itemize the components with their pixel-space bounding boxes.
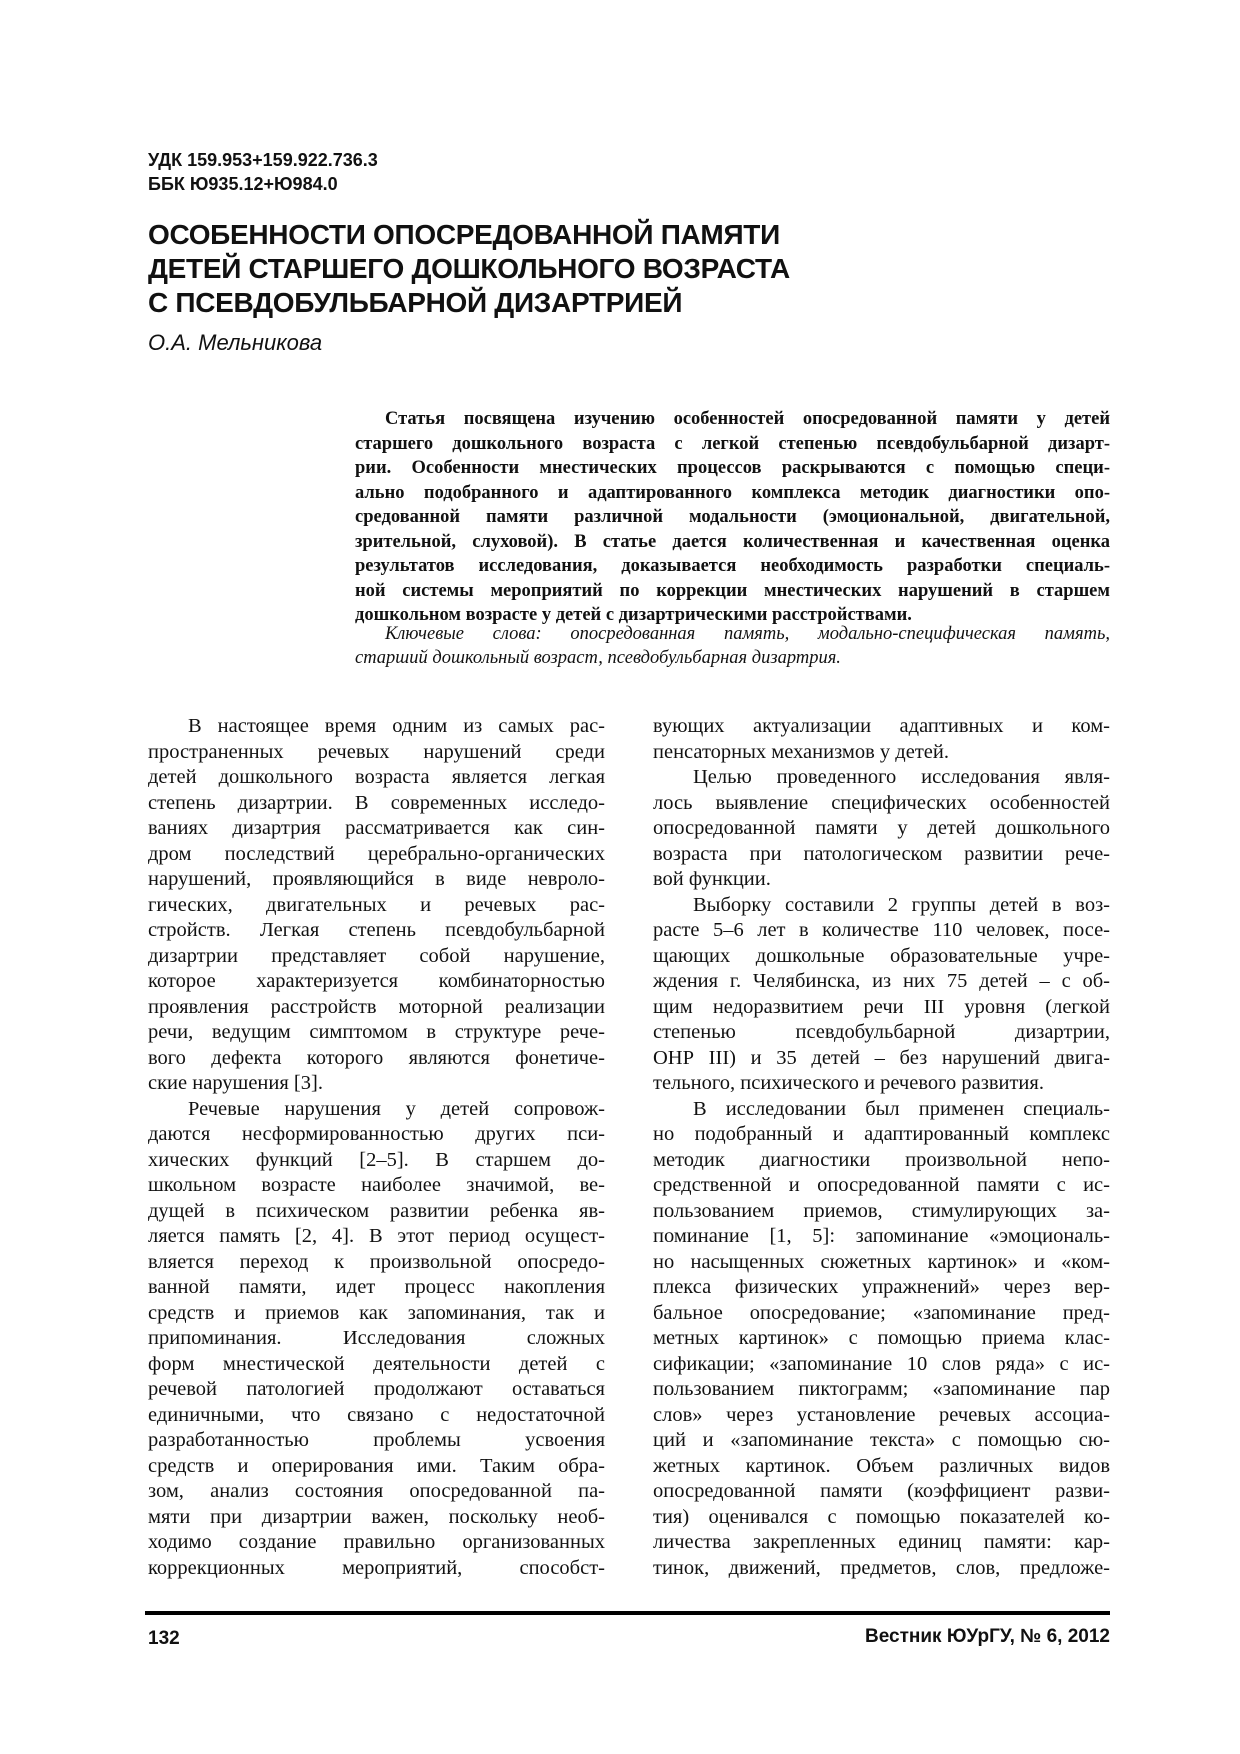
text-line: ОНР III) и 35 детей – без нарушений двига-	[653, 1046, 1110, 1069]
paragraph	[148, 714, 605, 1097]
text-line: пространенных речевых нарушений среди	[148, 740, 605, 763]
text-line: зом, анализ состояния опосредованной па-	[148, 1480, 605, 1502]
text-line: тия) оценивался с помощью показателей ко-	[653, 1505, 1110, 1528]
abstract-line: дошкольном возрасте у детей с дизартрическими расстройствами.	[355, 605, 912, 625]
text-line: В настоящее время одним из самых рас-	[188, 715, 605, 737]
text-line: тинок, движений, предметов, слов, предложе-	[653, 1556, 1110, 1579]
text-line: стройств. Легкая степень псевдобульбарной	[148, 919, 605, 941]
paragraph	[653, 765, 1110, 893]
text-line: Целью проведенного исследования явля-	[693, 766, 1110, 788]
text-line: степень дизартрии. В современных исследо-	[148, 791, 605, 814]
text-line: ские нарушения [3].	[148, 1072, 323, 1094]
abstract-line: ально подобранного и адаптированного комплекса методик диагностики опо-	[355, 482, 1110, 503]
text-line: Выборку составили 2 группы детей в воз-	[693, 893, 1110, 916]
keywords-line: старший дошкольный возраст, псевдобульбарная дизартрия.	[355, 648, 841, 668]
text-line: средств и приемов как запоминания, так и	[148, 1301, 605, 1324]
text-line: школьном возрасте наиболее значимой, ве-	[148, 1174, 605, 1196]
text-line: гических, двигательных и речевых рас-	[148, 893, 605, 916]
abstract-line: средованной памяти различной модальности (эмоциональной, двигательной,	[355, 507, 1110, 527]
text-line: В исследовании был применен специаль-	[693, 1097, 1110, 1120]
text-line: ваниях дизартрия рассматривается как син-	[148, 817, 605, 839]
title-line: С ПСЕВДОБУЛЬБАРНОЙ ДИЗАРТРИЕЙ	[148, 287, 683, 318]
text-line: разработанностью проблемы усвоения	[148, 1429, 605, 1451]
text-line: ванной памяти, идет процесс накопления	[148, 1276, 605, 1298]
text-line: но насыщенных сюжетных картинок» и «ком-	[653, 1250, 1110, 1273]
text-line: пенсаторных механизмов у детей.	[653, 740, 949, 763]
text-line: вого дефекта которого являются фонетиче-	[148, 1046, 605, 1069]
text-line: даются несформированностью других пси-	[148, 1123, 605, 1145]
text-line: ляется память [2, 4]. В этот период осущест-	[148, 1225, 605, 1247]
text-line: детей дошкольного возраста является легкая	[148, 766, 605, 788]
text-line: средственной и опосредованной памяти с ис-	[653, 1174, 1110, 1196]
text-line: расте 5–6 лет в количестве 110 человек, посе-	[653, 919, 1110, 941]
text-line: речевой патологией продолжают оставаться	[148, 1378, 605, 1400]
classification-codes	[148, 148, 378, 196]
text-line: ций и «запоминание текста» с помощью сю-	[653, 1429, 1110, 1451]
text-line: дущей в психическом развитии ребенка яв-	[148, 1199, 605, 1222]
text-line: щим недоразвитием речи III уровня (легкой	[653, 995, 1110, 1018]
text-line: нарушений, проявляющийся в виде невроло-	[148, 868, 605, 890]
text-line: тельного, психического и речевого развития.	[653, 1072, 1044, 1094]
author: О.А. Мельникова	[148, 330, 323, 355]
udk-code: УДК 159.953+159.922.736.3	[148, 150, 378, 170]
paragraph	[653, 714, 1110, 765]
text-line: мяти при дизартрии важен, поскольку необ-	[148, 1505, 605, 1528]
footer-rule	[145, 1611, 1110, 1615]
keywords-line: Ключевые слова: опосредованная память, модально-специфическая память,	[385, 624, 1110, 644]
abstract	[355, 407, 1110, 628]
left-column	[148, 714, 605, 1581]
text-line: сификации; «запоминание 10 слов ряда» с ис-	[653, 1352, 1110, 1375]
text-line: личества закрепленных единиц памяти: кар-	[653, 1531, 1110, 1553]
text-line: коррекционных мероприятий, способст-	[148, 1556, 605, 1579]
paragraph	[653, 1097, 1110, 1582]
text-line: пользованием приемов, стимулирующих за-	[653, 1199, 1110, 1222]
text-line: которое характеризуется комбинаторностью	[148, 970, 605, 992]
article-title	[148, 218, 790, 320]
bbk-code: ББК Ю935.12+Ю984.0	[148, 174, 338, 194]
text-line: дизартрии представляет собой нарушение,	[148, 944, 605, 967]
text-line: опосредованной памяти у детей дошкольного	[653, 817, 1110, 839]
abstract-line: результатов исследования, доказывается необходимость разработки специаль-	[355, 556, 1110, 576]
text-line: методик диагностики произвольной непо-	[653, 1148, 1110, 1171]
text-line: щающих дошкольные образовательные учре-	[653, 944, 1110, 967]
text-line: метных картинок» с помощью приема клас-	[653, 1327, 1110, 1349]
text-line: припоминания. Исследования сложных	[148, 1327, 605, 1349]
text-line: ходимо создание правильно организованных	[148, 1531, 605, 1553]
text-line: бальное опосредование; «запоминание пред-	[653, 1301, 1110, 1324]
text-line: дром последствий церебрально-органических	[148, 842, 605, 865]
text-line: но подобранный и адаптированный комплекс	[653, 1123, 1110, 1145]
abstract-line: ной системы мероприятий по коррекции мнестических нарушений в старшем	[355, 580, 1110, 601]
text-line: ждения г. Челябинска, из них 75 детей – с об-	[653, 970, 1110, 992]
text-line: лось выявление специфических особенностей	[653, 791, 1110, 814]
keywords	[355, 622, 1110, 670]
text-line: поминание [1, 5]: запоминание «эмоциональ-	[653, 1225, 1110, 1247]
text-line: пользованием пиктограмм; «запоминание пар	[653, 1378, 1110, 1400]
text-line: вляется переход к произвольной опосредо-	[148, 1250, 605, 1273]
abstract-line: зрительной, слуховой). В статье дается количественная и качественная оценка	[355, 531, 1110, 552]
text-line: степенью псевдобульбарной дизартрии,	[653, 1021, 1110, 1043]
title-line: ОСОБЕННОСТИ ОПОСРЕДОВАННОЙ ПАМЯТИ	[148, 219, 780, 250]
page-number: 132	[148, 1628, 180, 1649]
text-line: проявления расстройств моторной реализации	[148, 995, 605, 1018]
text-line: форм мнестической деятельности детей с	[148, 1352, 605, 1375]
text-line: слов» через установление речевых ассоциа-	[653, 1403, 1110, 1426]
text-line: речи, ведущим симптомом в структуре рече-	[148, 1021, 605, 1043]
text-line: опосредованной памяти (коэффициент разви-	[653, 1480, 1110, 1502]
abstract-line: рии. Особенности мнестических процессов раскрываются с помощью специ-	[355, 458, 1110, 478]
paragraph	[148, 1097, 605, 1582]
text-line: возраста при патологическом развитии рече-	[653, 842, 1110, 865]
text-line: жетных картинок. Объем различных видов	[653, 1454, 1110, 1477]
text-line: плекса физических упражнений» через вер-	[653, 1276, 1110, 1298]
title-line: ДЕТЕЙ СТАРШЕГО ДОШКОЛЬНОГО ВОЗРАСТА	[148, 253, 790, 284]
text-line: хических функций [2–5]. В старшем до-	[148, 1148, 605, 1171]
journal-name: Вестник ЮУрГУ, № 6, 2012	[864, 1626, 1110, 1647]
text-line: Речевые нарушения у детей сопровож-	[188, 1097, 605, 1120]
text-line: средств и оперирования ими. Таким обра-	[148, 1454, 605, 1477]
text-line: единичными, что связано с недостаточной	[148, 1403, 605, 1426]
abstract-line: старшего дошкольного возраста с легкой степенью псевдобульбарной дизарт-	[355, 433, 1110, 454]
text-line: вой функции.	[653, 868, 771, 890]
paragraph	[653, 893, 1110, 1097]
right-column	[653, 714, 1110, 1581]
abstract-line: Статья посвящена изучению особенностей опосредованной памяти у детей	[385, 409, 1110, 429]
text-line: вующих актуализации адаптивных и ком-	[653, 715, 1110, 737]
